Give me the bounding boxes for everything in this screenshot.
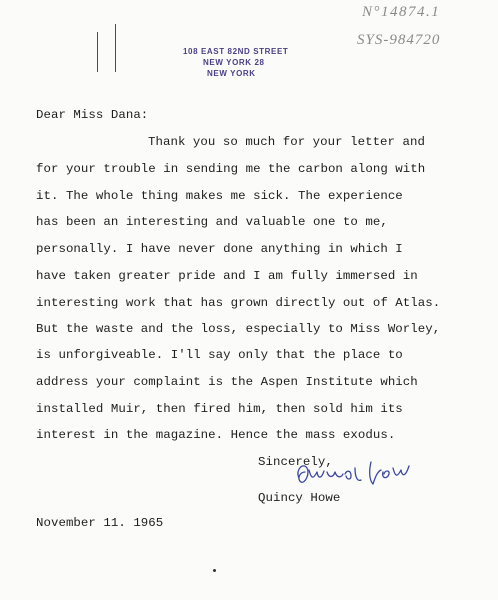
- body-line: it. The whole thing makes me sick. The experience: [36, 189, 403, 203]
- body-line: have taken greater pride and I am fully immersed in: [36, 269, 418, 283]
- body-line: But the waste and the loss, especially to Miss Worley,: [36, 322, 441, 336]
- letterhead-state: NEW YORK: [207, 69, 256, 78]
- body-line: address your complaint is the Aspen Institute which: [36, 375, 418, 389]
- salutation: Dear Miss Dana:: [36, 108, 149, 122]
- margin-mark-right: [115, 24, 116, 72]
- body-line: has been an interesting and valuable one to me,: [36, 215, 388, 229]
- margin-mark-left: [97, 32, 98, 72]
- body-line: interest in the magazine. Hence the mass exodus.: [36, 428, 396, 442]
- body-line: installed Muir, then fired him, then sold him its: [36, 402, 403, 416]
- body-line: is unforgiveable. I'll say only that the place to: [36, 348, 403, 362]
- body-line: interesting work that has grown directly out of Atlas.: [36, 296, 441, 310]
- letterhead-city: NEW YORK 28: [203, 58, 265, 67]
- body-line: personally. I have never done anything in which I: [36, 242, 403, 256]
- letterhead-street: 108 EAST 82ND STREET: [183, 47, 289, 56]
- handwritten-signature: [293, 458, 423, 492]
- paper-speck: [213, 569, 216, 572]
- letter-date: November 11. 1965: [36, 516, 164, 530]
- archive-sys-code: SYS-984720: [357, 32, 441, 48]
- closing: Sincerely,: [258, 455, 333, 469]
- body-line: Thank you so much for your letter and: [148, 135, 425, 149]
- body-line: for your trouble in sending me the carbon along with: [36, 162, 426, 176]
- signer-name: Quincy Howe: [258, 491, 341, 505]
- archive-number: N°14874.1: [362, 4, 441, 20]
